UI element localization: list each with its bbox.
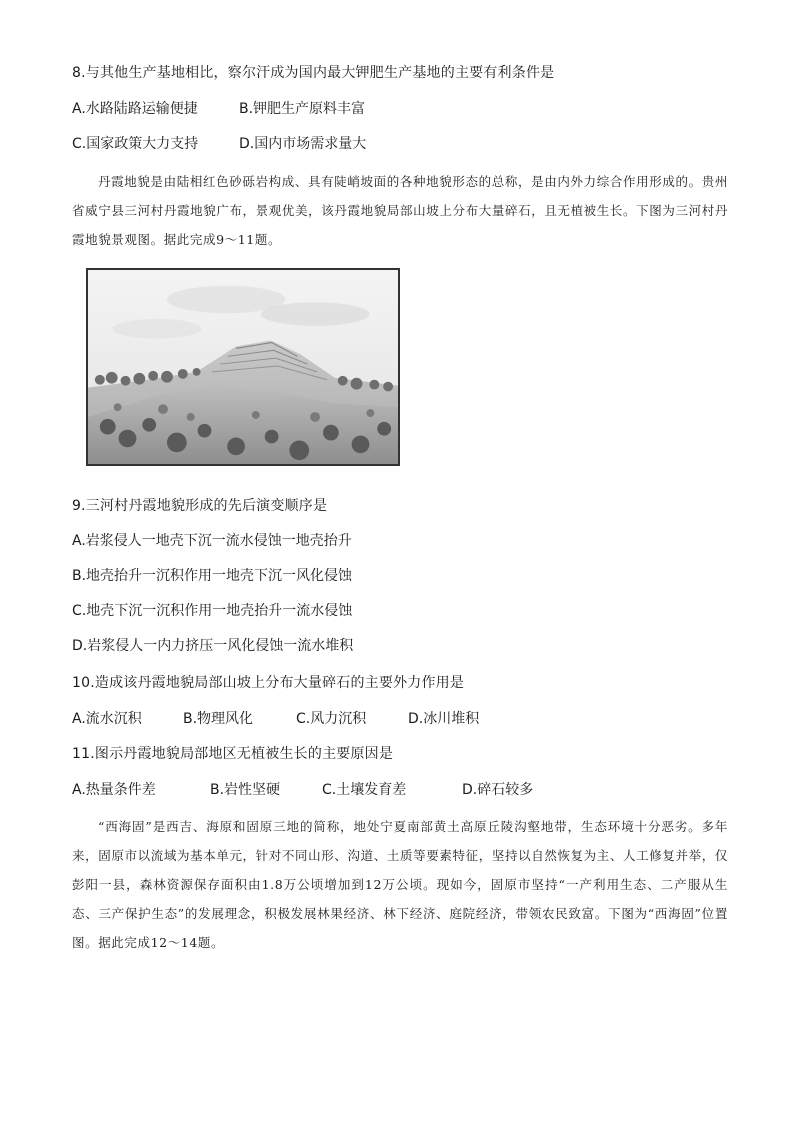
question-9-option-a: A.岩浆侵人一地壳下沉一流水侵蚀一地壳抬升 [72, 533, 352, 549]
question-8-option-a: A.水路陆路运输便捷 [72, 101, 198, 117]
passage-xihaigu-text: “西海固”是西吉、海原和固原三地的简称，地处宁夏南部黄土高原丘陵沟壑地带，生态环境十分恶劣。多年来，固原市以流域为基本单元，针对不同山形、沟道、土质等要素特征，坚持以自然恢复为主、人工修复并举，仅彭阳一县，森林资源保存面积由1.8万公顷增加到12万公顷。现如今，固原市坚持“一产利用生态、二产服从生态、三产保护生态”的发展理念，积极发展林果经济、林下经济、庭院经济，带领农民致富。下图为“西海固”位置图。据此完成12～14题。 [72, 819, 728, 950]
question-8-option-c: C.国家政策大力支持 [72, 136, 199, 152]
question-8-stem: 8.与其他生产基地相比，察尔汗成为国内最大钾肥生产基地的主要有利条件是 [72, 65, 555, 81]
question-8-option-d: D.国内市场需求量大 [239, 136, 367, 152]
question-10-option-b: B.物理风化 [183, 711, 254, 727]
question-11-option-a: A.热量条件差 [72, 782, 156, 798]
question-9-stem: 9.三河村丹霞地貌形成的先后演变顺序是 [72, 498, 328, 514]
passage-danxia-text: 丹霞地貌是由陆相红色砂砾岩构成、具有陡峭坡面的各种地貌形态的总称，是由内外力综合作用形成的。贵州省威宁县三河村丹霞地貌广布，景观优美，该丹霞地貌局部山坡上分布大量碎石，且无植被生长。下图为三河村丹霞地貌景观图。据此完成9～11题。 [72, 174, 728, 247]
question-11-option-c: C.土壤发育差 [322, 782, 407, 798]
question-9-option-d: D.岩浆侵人一内力挤压一风化侵蚀一流水堆积 [72, 638, 354, 654]
landscape-illustration [88, 270, 398, 464]
question-10-stem: 10.造成该丹霞地貌局部山坡上分布大量碎石的主要外力作用是 [72, 675, 465, 691]
danxia-landscape-photo [86, 268, 400, 466]
question-10-option-c: C.风力沉积 [296, 711, 367, 727]
passage-xihaigu [72, 812, 728, 957]
question-11-option-d: D.碎石较多 [462, 782, 534, 798]
question-10-option-d: D.冰川堆积 [408, 711, 480, 727]
question-10-option-a: A.流水沉积 [72, 711, 142, 727]
question-11-stem: 11.图示丹霞地貌局部地区无植被生长的主要原因是 [72, 746, 394, 762]
passage-danxia [72, 167, 728, 254]
question-11-option-b: B.岩性坚硬 [210, 782, 281, 798]
question-9-option-c: C.地壳下沉一沉积作用一地壳抬升一流水侵蚀 [72, 603, 353, 619]
question-9-option-b: B.地壳抬升一沉积作用一地壳下沉一风化侵蚀 [72, 568, 353, 584]
question-8-option-b: B.钾肥生产原料丰富 [239, 101, 366, 117]
